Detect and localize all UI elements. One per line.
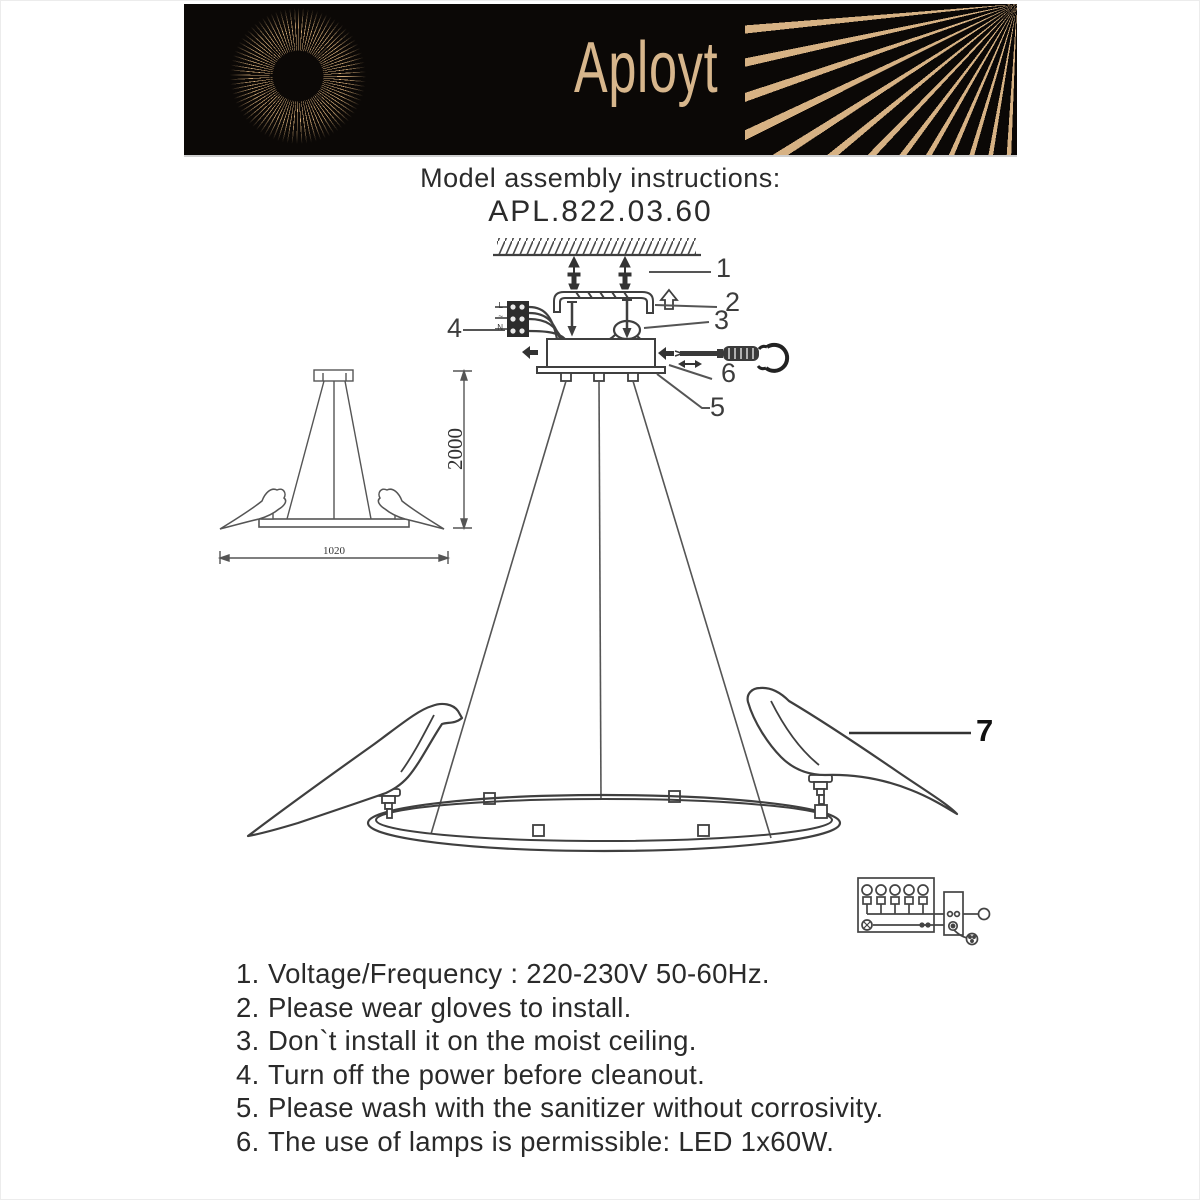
list-item-number: 6.	[236, 1125, 260, 1157]
dimension-height-label: 2000	[443, 428, 467, 470]
right-bird	[748, 688, 957, 814]
list-item-text: Turn off the power before cleanout.	[268, 1058, 706, 1090]
callout-2: 2	[725, 287, 741, 317]
wiring-diagram	[858, 878, 990, 945]
dimension-width-label: 1020	[323, 545, 345, 557]
list-item-number: 4.	[236, 1058, 260, 1090]
brand-name: Aployt	[574, 28, 719, 108]
anchor-bolts	[568, 257, 631, 289]
list-item-number: 1.	[236, 958, 260, 989]
left-bird	[248, 704, 462, 836]
ceiling-hatch	[493, 238, 701, 255]
callout-6: 6	[721, 358, 737, 388]
list-item	[236, 957, 1006, 991]
list-item-text: The use of lamps is permissible: LED 1x60W.	[268, 1125, 835, 1157]
callout-7: 7	[976, 713, 994, 748]
callout-lines	[463, 272, 971, 733]
list-item-text: Please wear gloves to install.	[268, 991, 632, 1023]
callout-5: 5	[710, 392, 726, 422]
page-title: Model assembly instructions:	[420, 163, 781, 193]
list-item-text: Don`t install it on the moist ceiling.	[268, 1025, 697, 1056]
list-item	[236, 1091, 1006, 1125]
callout-4: 4	[447, 313, 463, 343]
light-ring	[368, 791, 840, 851]
model-number: APL.822.03.60	[488, 195, 713, 228]
suspension-wires	[431, 381, 771, 838]
retaining-clip	[758, 345, 787, 371]
callout-1: 1	[716, 253, 732, 283]
mounting-bracket	[554, 292, 653, 336]
callout-3: 3	[714, 305, 730, 335]
canopy	[537, 339, 665, 381]
instructions-list	[236, 957, 1006, 1158]
list-item-text: Voltage/Frequency : 220-230V 50-60Hz.	[268, 958, 770, 989]
dimension-drawing	[220, 370, 472, 564]
list-item-number: 3.	[236, 1025, 260, 1056]
list-item	[236, 1024, 1006, 1058]
list-item-text: Please wash with the sanitizer without corrosivity.	[268, 1092, 884, 1123]
list-item	[236, 991, 1006, 1025]
list-item	[236, 1125, 1006, 1159]
terminal-label-ground: ~	[498, 312, 503, 321]
terminal-label-l: L	[498, 301, 503, 310]
screwdriver	[675, 346, 759, 361]
list-item-number: 5.	[236, 1092, 260, 1123]
list-item	[236, 1058, 1006, 1092]
terminal-label-n: N	[497, 323, 503, 332]
list-item-number: 2.	[236, 991, 260, 1023]
